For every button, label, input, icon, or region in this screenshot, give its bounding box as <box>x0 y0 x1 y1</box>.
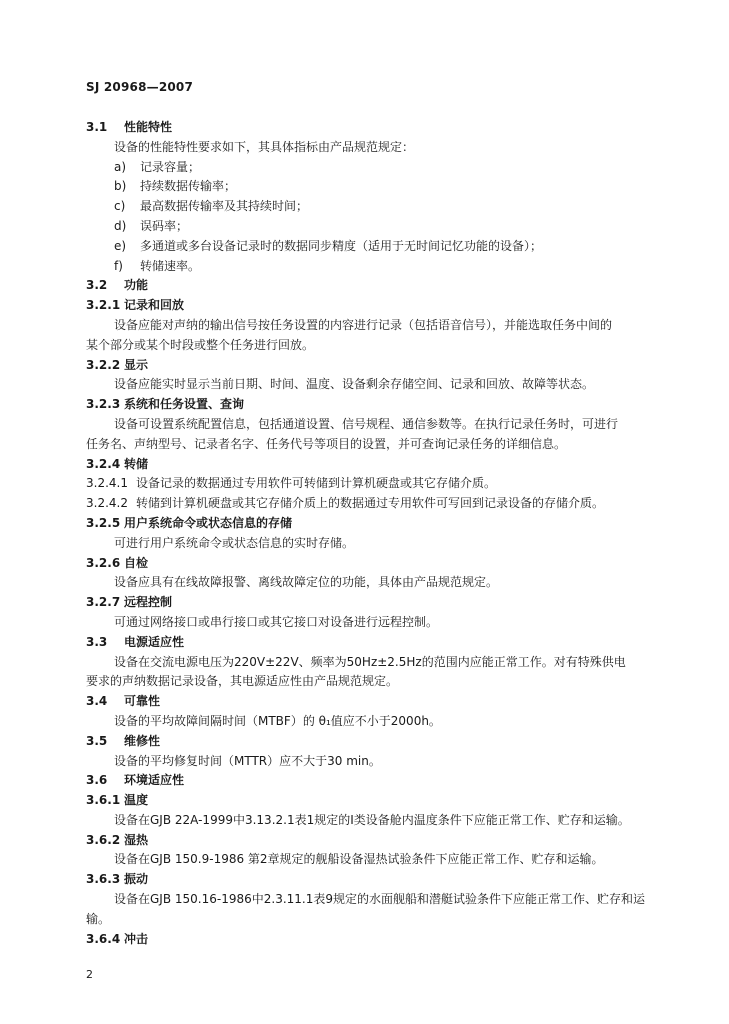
clause-number: 3.2.4.2 <box>86 496 128 511</box>
list-item <box>86 237 666 257</box>
section-heading <box>86 831 666 851</box>
list-item-label: b) <box>114 179 127 194</box>
paragraph-line: 设备应能实时显示当前日期、时间、温度、设备剩余存储空间、记录和回放、故障等状态。 <box>114 377 595 392</box>
clause-number: 3.6.1 <box>86 793 121 808</box>
paragraph-line: 设备应能对声纳的输出信号按任务设置的内容进行记录（包括语音信号），并能选取任务中间的 <box>114 317 613 332</box>
clause-number: 3.2.4 <box>86 456 121 471</box>
clause-number: 3.6 <box>86 773 108 788</box>
clause-number: 3.6.4 <box>86 931 121 946</box>
section-heading <box>86 514 666 534</box>
list-item-label: d) <box>114 218 127 233</box>
clause-text: 性能特性 <box>124 120 173 134</box>
section-heading <box>86 930 666 950</box>
list-item-text: 误码率； <box>140 218 189 233</box>
section-heading <box>86 455 666 475</box>
paragraph-continuation: 任务名、声纳型号、记录者名字、任务代号等项目的设置，并可查询记录任务的详细信息。 <box>86 436 567 451</box>
clause-number: 3.5 <box>86 733 108 748</box>
list-item <box>86 257 666 277</box>
clause-text: 功能 <box>124 278 149 293</box>
clause-number: 3.2.7 <box>86 595 121 610</box>
clause-text: 远程控制 <box>124 595 173 610</box>
clause-number: 3.2.5 <box>86 515 121 530</box>
clause-text: 自检 <box>124 555 149 570</box>
section-heading <box>86 593 666 613</box>
clause-text: 记录和回放 <box>124 298 185 313</box>
list-item <box>86 197 666 217</box>
paragraph-continuation: 要求的声纳数据记录设备，其电源适应性由产品规范规定。 <box>86 674 399 689</box>
paragraph-line: 设备应具有在线故障报警、离线故障定位的功能，具体由产品规范规定。 <box>114 575 499 590</box>
clause-text: 系统和任务设置、查询 <box>124 397 245 412</box>
clause-text: 振动 <box>124 872 149 887</box>
clause-text: 显示 <box>124 357 149 372</box>
standard-header: SJ 20968—2007 <box>86 80 194 94</box>
clause-number: 3.6.3 <box>86 872 121 887</box>
paragraph-line: 设备可设置系统配置信息，包括通道设置、信号规程、通信参数等。在执行记录任务时，可进行 <box>114 416 619 431</box>
section-heading <box>86 692 666 712</box>
section-heading <box>86 296 666 316</box>
paragraph-line: 设备的性能特性要求如下，其具体指标由产品规范规定： <box>114 139 415 154</box>
list-item-text: 最高数据传输率及其持续时间； <box>140 199 309 214</box>
section-heading <box>86 771 666 791</box>
clause-text: 电源适应性 <box>124 634 185 649</box>
clause-text: 湿热 <box>124 832 149 847</box>
list-item <box>86 158 666 178</box>
clause-text: 设备记录的数据通过专用软件可转储到计算机硬盘或其它存储介质。 <box>136 476 497 491</box>
clause-number: 3.2.2 <box>86 357 121 372</box>
list-item <box>86 217 666 237</box>
paragraph-continuation: 某个部分或某个时段或整个任务进行回放。 <box>86 337 315 352</box>
clause-line <box>86 474 666 494</box>
paragraph-continuation: 输。 <box>86 911 111 926</box>
clause-text: 转储到计算机硬盘或其它存储介质上的数据通过专用软件可写回到记录设备的存储介质。 <box>136 496 605 511</box>
section-heading <box>86 395 666 415</box>
clause-text: 环境适应性 <box>124 773 185 788</box>
section-heading <box>86 276 666 296</box>
list-item-text: 持续数据传输率； <box>140 179 237 194</box>
clause-number: 3.2.4.1 <box>86 476 128 491</box>
section-heading <box>86 732 666 752</box>
paragraph-line: 设备在GJB 150.16-1986中2.3.11.1表9规定的水面舰船和潜艇试验条件下应能正常工作、贮存和运 <box>114 892 645 907</box>
list-item-label: f) <box>114 258 123 273</box>
clause-text: 温度 <box>124 793 149 808</box>
list-item-label: a) <box>114 159 127 174</box>
clause-line <box>86 494 666 514</box>
list-item <box>86 177 666 197</box>
clause-number: 3.2 <box>86 278 108 293</box>
clause-number: 3.1 <box>86 120 108 134</box>
clause-number: 3.2.1 <box>86 298 121 313</box>
clause-number: 3.6.2 <box>86 832 121 847</box>
clause-number: 3.2.6 <box>86 555 121 570</box>
list-item-label: c) <box>114 199 126 214</box>
section-heading <box>86 118 666 138</box>
document-body <box>86 118 666 949</box>
section-heading <box>86 356 666 376</box>
clause-text: 可靠性 <box>124 694 161 709</box>
paragraph-line: 设备在GJB 150.9-1986 第2章规定的舰船设备湿热试验条件下应能正常工作、贮存和运输。 <box>114 852 604 867</box>
clause-text: 冲击 <box>124 931 149 946</box>
section-heading <box>86 554 666 574</box>
section-heading <box>86 633 666 653</box>
list-item-text: 多通道或多台设备记录时的数据同步精度（适用于无时间记忆功能的设备）； <box>140 238 543 253</box>
paragraph-line: 设备在交流电源电压为220V±22V、频率为50Hz±2.5Hz的范围内应能正常工作。对有特殊供电 <box>114 654 626 669</box>
clause-text: 转储 <box>124 456 149 471</box>
paragraph-line: 设备在GJB 22A-1999中3.13.2.1表1规定的Ⅰ类设备舱内温度条件下应能正常工作、贮存和运输。 <box>114 812 630 827</box>
clause-number: 3.2.3 <box>86 397 121 412</box>
clause-text: 维修性 <box>124 733 161 748</box>
clause-text: 用户系统命令或状态信息的存储 <box>124 515 293 530</box>
list-item-label: e) <box>114 238 127 253</box>
page-number: 2 <box>86 968 93 981</box>
clause-number: 3.4 <box>86 694 108 709</box>
list-item-text: 记录容量； <box>140 159 201 174</box>
paragraph-line: 可通过网络接口或串行接口或其它接口对设备进行远程控制。 <box>114 614 439 629</box>
clause-number: 3.3 <box>86 634 108 649</box>
paragraph-line: 设备的平均修复时间（MTTR）应不大于30 min。 <box>114 753 381 768</box>
paragraph-line: 可进行用户系统命令或状态信息的实时存储。 <box>114 535 355 550</box>
list-item-text: 转储速率。 <box>140 258 201 273</box>
paragraph-line: 设备的平均故障间隔时间（MTBF）的 θ₁值应不小于2000h。 <box>114 713 441 728</box>
section-heading <box>86 870 666 890</box>
section-heading <box>86 791 666 811</box>
